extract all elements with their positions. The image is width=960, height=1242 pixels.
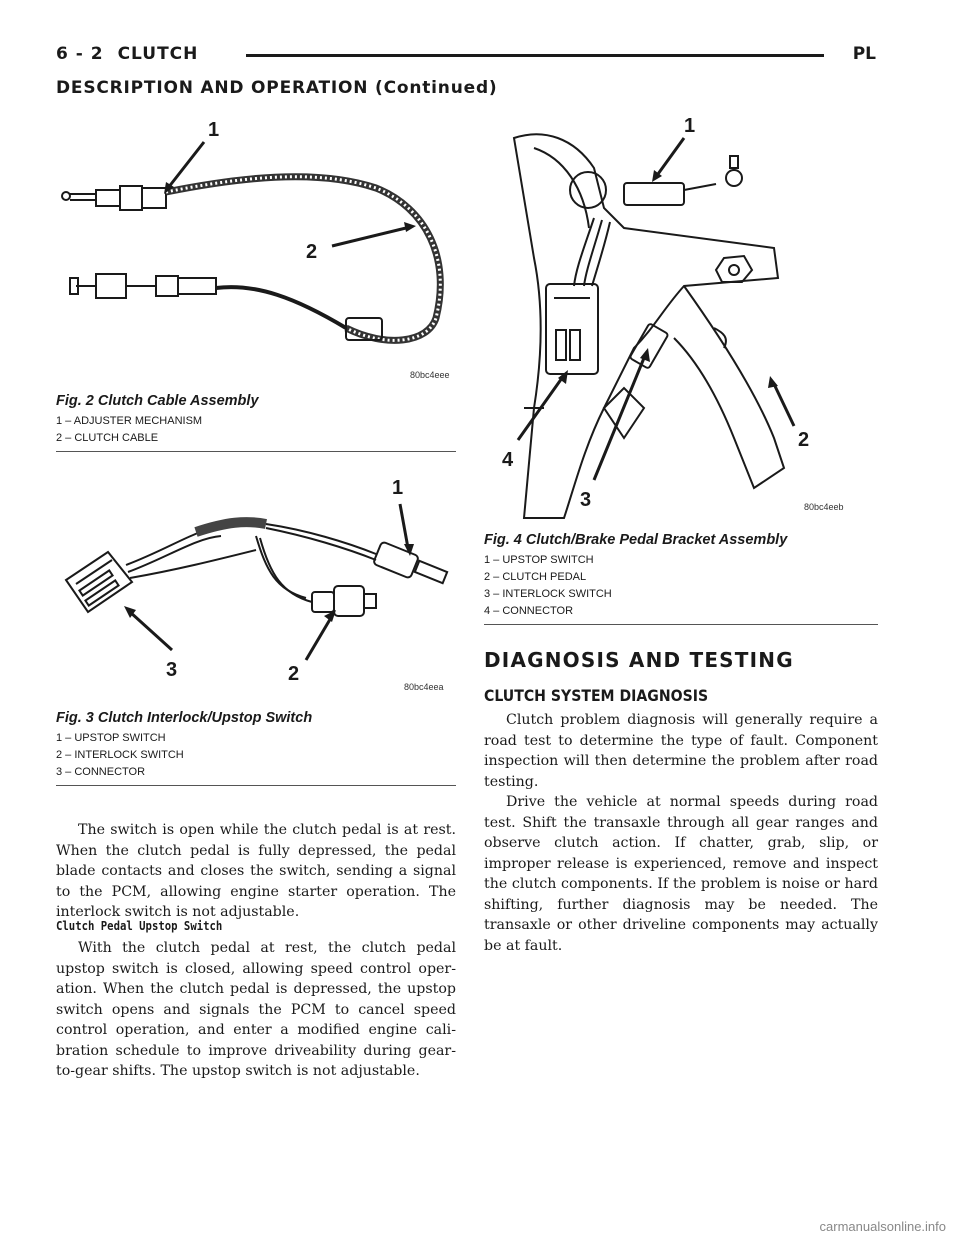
header-rule bbox=[246, 54, 824, 57]
callout-4: 4 bbox=[502, 449, 514, 471]
section-continued-title: DESCRIPTION AND OPERATION (Continued) bbox=[56, 78, 498, 98]
callout-2: 2 bbox=[798, 429, 810, 451]
clutch-cable-illustration bbox=[56, 108, 456, 383]
paragraph: With the clutch pedal at rest, the clutch pedal upstop switch is closed, allowing speed control oper- ation. When the clutch pedal is depressed, the upstop switch opens and signals the PCM to cancel speed control operation, and enter a modified engine cali- bration schedule to improve driveability during gear- to-gear shifts. The upstop switch is not adjustable. bbox=[56, 940, 456, 1079]
figure-caption-fig2 bbox=[56, 393, 456, 452]
section-name: CLUTCH bbox=[117, 44, 199, 64]
figure-code: 80bc4eee bbox=[410, 370, 450, 380]
figure-code: 80bc4eea bbox=[404, 682, 444, 692]
figure-caption-fig3 bbox=[56, 710, 456, 786]
interlock-switch-illustration bbox=[56, 470, 456, 700]
figure-caption-fig4 bbox=[484, 532, 878, 625]
model-code: PL bbox=[852, 44, 876, 64]
fig4-legend-2: 2 – CLUTCH PEDAL bbox=[484, 571, 587, 583]
heading-diagnosis-testing: DIAGNOSIS AND TESTING bbox=[484, 648, 794, 672]
right-body-text bbox=[484, 710, 878, 956]
fig3-legend-3: 3 – CONNECTOR bbox=[56, 766, 146, 778]
callout-1: 1 bbox=[392, 477, 404, 499]
fig2-legend-2: 2 – CLUTCH CABLE bbox=[56, 432, 159, 444]
figure-code: 80bc4eeb bbox=[804, 502, 844, 512]
fig4-legend-3: 3 – INTERLOCK SWITCH bbox=[484, 588, 612, 600]
subheading-upstop-switch: Clutch Pedal Upstop Switch bbox=[56, 918, 223, 933]
fig3-legend-2: 2 – INTERLOCK SWITCH bbox=[56, 749, 184, 761]
fig4-legend-1: 1 – UPSTOP SWITCH bbox=[484, 554, 594, 566]
figure-interlock-switch bbox=[56, 470, 456, 700]
figure-pedal-bracket bbox=[484, 108, 878, 528]
heading-clutch-system-diagnosis: CLUTCH SYSTEM DIAGNOSIS bbox=[484, 686, 709, 705]
pedal-bracket-illustration bbox=[484, 108, 878, 528]
callout-2: 2 bbox=[306, 241, 318, 263]
fig2-title: Fig. 2 Clutch Cable Assembly bbox=[56, 393, 259, 409]
callout-2: 2 bbox=[288, 663, 300, 685]
callout-3: 3 bbox=[166, 659, 178, 681]
paragraph: Drive the vehicle at normal speeds during road test. Shift the transaxle through all gear ranges and observe clutch action. If chatter, grab, slip, or improper release is experienced, remove and inspect the clutch components. If the problem is noise or hard shifting, further diagnosis may be needed. The transaxle or other driveline components may actually be at fault. bbox=[484, 794, 878, 954]
fig3-title: Fig. 3 Clutch Interlock/Upstop Switch bbox=[56, 710, 313, 726]
callout-1: 1 bbox=[208, 119, 220, 141]
fig4-legend-4: 4 – CONNECTOR bbox=[484, 605, 574, 617]
left-body-text bbox=[56, 820, 456, 923]
paragraph: The switch is open while the clutch pedal is at rest. When the clutch pedal is fully depressed, the pedal blade contacts and closes the switch, sending a signal to the PCM, allowing engine starter operation. The interlock switch is not adjustable. bbox=[56, 822, 456, 920]
callout-1: 1 bbox=[684, 115, 696, 137]
callout-3: 3 bbox=[580, 489, 592, 511]
page-header bbox=[56, 44, 876, 70]
figure-clutch-cable bbox=[56, 108, 456, 383]
watermark: carmanualsonline.info bbox=[819, 1219, 946, 1234]
fig4-title: Fig. 4 Clutch/Brake Pedal Bracket Assembly bbox=[484, 532, 788, 548]
left-body-text-2 bbox=[56, 938, 456, 1082]
fig2-legend-1: 1 – ADJUSTER MECHANISM bbox=[56, 415, 203, 427]
fig3-legend-1: 1 – UPSTOP SWITCH bbox=[56, 732, 166, 744]
page-number: 6 - 2 bbox=[56, 44, 104, 64]
paragraph: Clutch problem diagnosis will generally require a road test to determine the type of fault. Component inspection will then determine the problem after road testing. bbox=[484, 712, 878, 790]
